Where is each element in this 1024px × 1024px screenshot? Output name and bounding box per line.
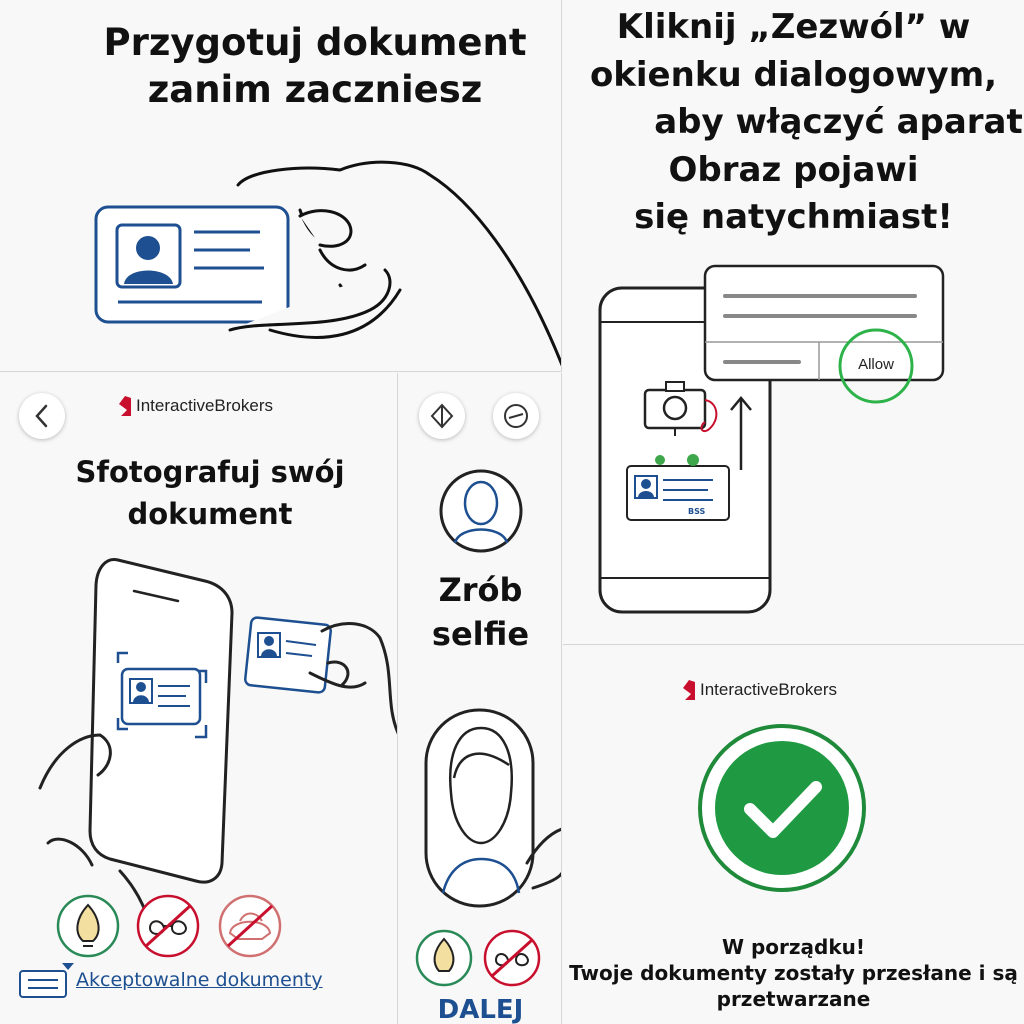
success-message-line1: W porządku! xyxy=(721,935,866,959)
selfie-title xyxy=(399,569,562,657)
prepare-title-line1: Przygotuj dokument xyxy=(103,21,527,64)
selfie-title-line2: selfie xyxy=(431,614,530,653)
brand-name: InteractiveBrokers xyxy=(136,396,273,415)
success-message xyxy=(563,934,1024,1012)
no-hat-icon xyxy=(220,896,280,956)
success-message-line3: przetwarzane xyxy=(716,987,871,1011)
photo-document-panel xyxy=(0,373,398,1024)
prepare-document-panel xyxy=(0,0,562,372)
permission-title-line4: Obraz pojawi xyxy=(668,149,919,190)
person-icon xyxy=(441,471,521,551)
selfie-illustration xyxy=(399,373,562,1024)
next-button[interactable]: DALEJ xyxy=(437,995,524,1024)
hand-holding-id-illustration xyxy=(0,0,562,372)
brand-name: InteractiveBrokers xyxy=(700,680,837,699)
permission-title-line2: okienku dialogowym, xyxy=(589,54,998,95)
phone-scan-illustration xyxy=(0,373,398,1024)
allow-button[interactable]: Allow xyxy=(858,356,894,373)
selfie-panel xyxy=(399,373,562,1024)
prepare-title-line2: zanim zaczniesz xyxy=(147,67,483,111)
phone-permission-illustration xyxy=(563,0,1024,645)
face-frame xyxy=(426,710,533,906)
photo-title-line2: dokument xyxy=(127,497,293,532)
no-glasses-icon xyxy=(485,931,539,985)
photo-title-line1: Sfotografuj swój xyxy=(75,455,345,489)
camera-permission-panel xyxy=(563,0,1024,645)
no-glasses-icon xyxy=(138,896,198,956)
permission-title-line5: się natychmiast! xyxy=(634,197,953,238)
document-list-icon xyxy=(20,963,74,997)
permission-title-line1: Kliknij „Zezwól” w xyxy=(616,7,971,47)
done-panel xyxy=(563,646,1024,1024)
card-stamp: BSS xyxy=(688,507,706,516)
light-bulb-icon xyxy=(58,896,118,956)
selfie-title-line1: Zrób xyxy=(438,571,523,609)
permission-title-line3: aby włączyć aparat xyxy=(654,102,1023,143)
accepted-documents-link[interactable]: Akceptowalne dokumenty xyxy=(76,969,323,991)
light-bulb-icon xyxy=(417,931,471,985)
success-message-line2: Twoje dokumenty zostały przesłane i są xyxy=(569,961,1018,985)
